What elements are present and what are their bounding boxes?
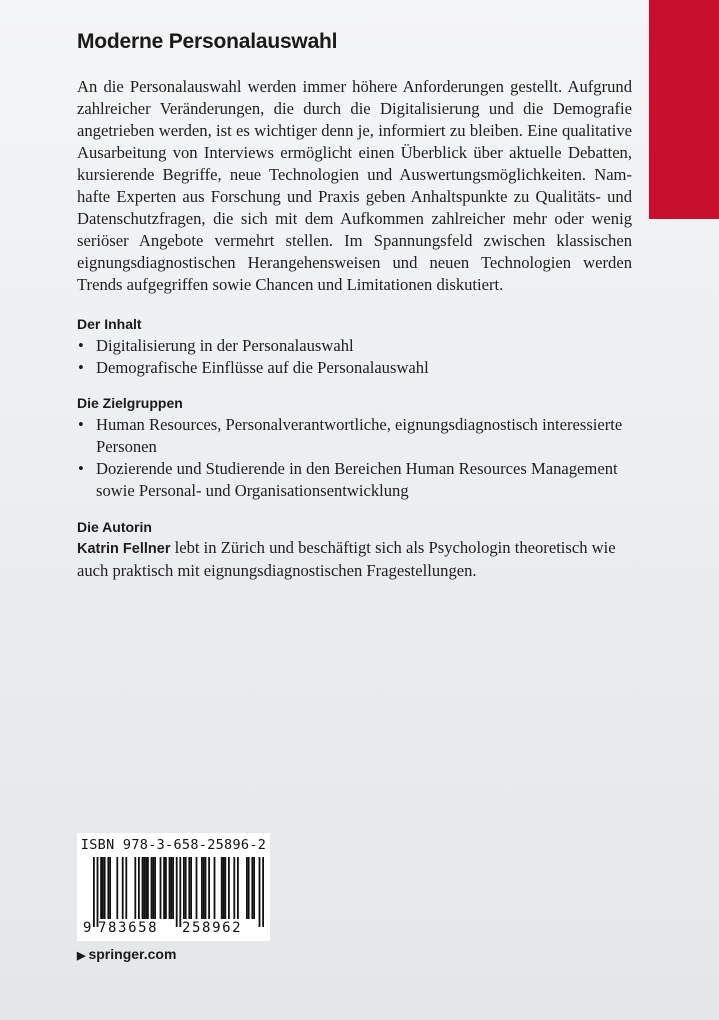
barcode-bar bbox=[172, 857, 174, 919]
book-title: Moderne Personalauswahl bbox=[77, 30, 338, 53]
barcode-bar bbox=[109, 857, 111, 919]
barcode-bar bbox=[170, 857, 172, 919]
barcode-bar bbox=[176, 857, 178, 927]
list-item: • Dozierende und Studierende in den Bereichen Human Resources Management sowie Personal- und Organisationsentwicklung bbox=[78, 459, 618, 500]
barcode-bar bbox=[169, 857, 171, 919]
barcode-bar bbox=[154, 857, 156, 919]
barcode-bar bbox=[224, 857, 226, 919]
barcode-bar bbox=[196, 857, 198, 919]
barcode-bar bbox=[160, 857, 162, 919]
barcode-bar bbox=[152, 857, 154, 919]
barcode-bar bbox=[203, 857, 205, 919]
isbn-barcode bbox=[77, 833, 270, 941]
barcode-bar bbox=[142, 857, 144, 919]
barcode-bar bbox=[248, 857, 250, 919]
barcode-bar bbox=[251, 857, 253, 919]
barcode-first-digit: 9 bbox=[83, 920, 92, 936]
barcode-right-digits: 258962 bbox=[182, 920, 243, 936]
list-item: • Human Resources, Personalverantwortliche, eignungsdiagnostisch interessierte Personen bbox=[78, 415, 623, 456]
barcode-bar bbox=[262, 857, 264, 927]
barcode-bar bbox=[145, 857, 147, 919]
barcode-bar bbox=[138, 857, 140, 919]
barcode-bar bbox=[185, 857, 187, 919]
barcode-bar bbox=[107, 857, 109, 919]
intro-paragraph: An die Personalauswahl werden immer höhere Anforderungen gestellt. Aufgrund zahlreicher Veränderungen, die durch die Digitalisierung und die Demografie angetrieben werden, ist es wichtiger denn je, informiert zu bleiben. Eine qualitative Ausarbeitung von Interviews ermöglicht einen Überblick über aktuelle Debatten, kursierende Begriffe, neue Technologien und Auswertungsmöglichkeiten. Namhafte Experten aus Forschung und Praxis geben Anhaltspunkte zu Qualitäts- und Datenschutzfragen, die sich mit dem Aufkommen zahlreicher mehr oder wenig seriöser Angebote vermehrt stellen. Im Spannungsfeld zwischen klassischen eignungsdiagnostischen Herangehensweisen und neuen Technologien werden Trends aufgegriffen sowie Chancen und Limitationen diskutiert. bbox=[77, 77, 632, 294]
author-name: Katrin Fellner bbox=[77, 541, 171, 557]
barcode-bar bbox=[100, 857, 102, 919]
triangle-right-icon: ▶ bbox=[77, 950, 86, 962]
bullet-icon: • bbox=[78, 415, 84, 434]
barcode-bar bbox=[165, 857, 167, 919]
barcode-bar bbox=[143, 857, 145, 919]
autorin-heading: Die Autorin bbox=[77, 519, 152, 535]
isbn-label: ISBN 978-3-658-25896-2 bbox=[80, 837, 267, 853]
barcode-bar bbox=[102, 857, 104, 919]
barcode-bar bbox=[223, 857, 225, 919]
barcode-bar bbox=[214, 857, 216, 919]
barcode-bar bbox=[259, 857, 261, 927]
barcode-bar bbox=[97, 857, 99, 927]
barcode-bar bbox=[208, 857, 210, 919]
barcode-bar bbox=[221, 857, 223, 919]
bullet-icon: • bbox=[78, 358, 84, 377]
barcode-bar bbox=[147, 857, 149, 919]
barcode-bar bbox=[134, 857, 136, 919]
barcode-bar bbox=[151, 857, 153, 919]
publisher-link[interactable]: ▶ springer.com bbox=[77, 946, 177, 962]
zielgruppen-list bbox=[77, 414, 632, 502]
inhalt-heading: Der Inhalt bbox=[77, 316, 142, 332]
barcode-bar bbox=[122, 857, 124, 919]
back-cover-text bbox=[77, 30, 632, 582]
barcode-bar bbox=[163, 857, 165, 919]
barcode-bar bbox=[116, 857, 118, 919]
barcode-bar bbox=[205, 857, 207, 919]
barcode-bar bbox=[246, 857, 248, 919]
bullet-icon: • bbox=[78, 459, 84, 478]
bullet-icon: • bbox=[78, 336, 84, 355]
barcode-bar bbox=[237, 857, 239, 919]
barcode-bar bbox=[190, 857, 192, 919]
barcode-bar bbox=[104, 857, 106, 919]
inhalt-list bbox=[77, 335, 632, 379]
barcode-bar bbox=[183, 857, 185, 919]
barcode-bar bbox=[188, 857, 190, 919]
barcode-bar bbox=[253, 857, 255, 919]
author-bio-text: lebt in Zürich und beschäftigt sich als Psychologin theoretisch wie auch praktisch mit eignungsdiagnostischen Fragestellungen. bbox=[77, 538, 616, 580]
barcode-bar bbox=[233, 857, 235, 919]
red-accent-bar bbox=[649, 0, 719, 219]
barcode-bar bbox=[228, 857, 230, 919]
author-bio bbox=[77, 537, 632, 582]
list-item: • Digitalisierung in der Personalauswahl bbox=[78, 336, 354, 355]
barcode-left-digits: 783658 bbox=[98, 920, 159, 936]
list-item: • Demografische Einflüsse auf die Personalauswahl bbox=[78, 358, 429, 377]
zielgruppen-heading: Die Zielgruppen bbox=[77, 395, 183, 411]
barcode-bar bbox=[93, 857, 95, 927]
barcode-bar bbox=[125, 857, 127, 919]
barcode-bar bbox=[201, 857, 203, 919]
barcode-bar bbox=[179, 857, 181, 927]
